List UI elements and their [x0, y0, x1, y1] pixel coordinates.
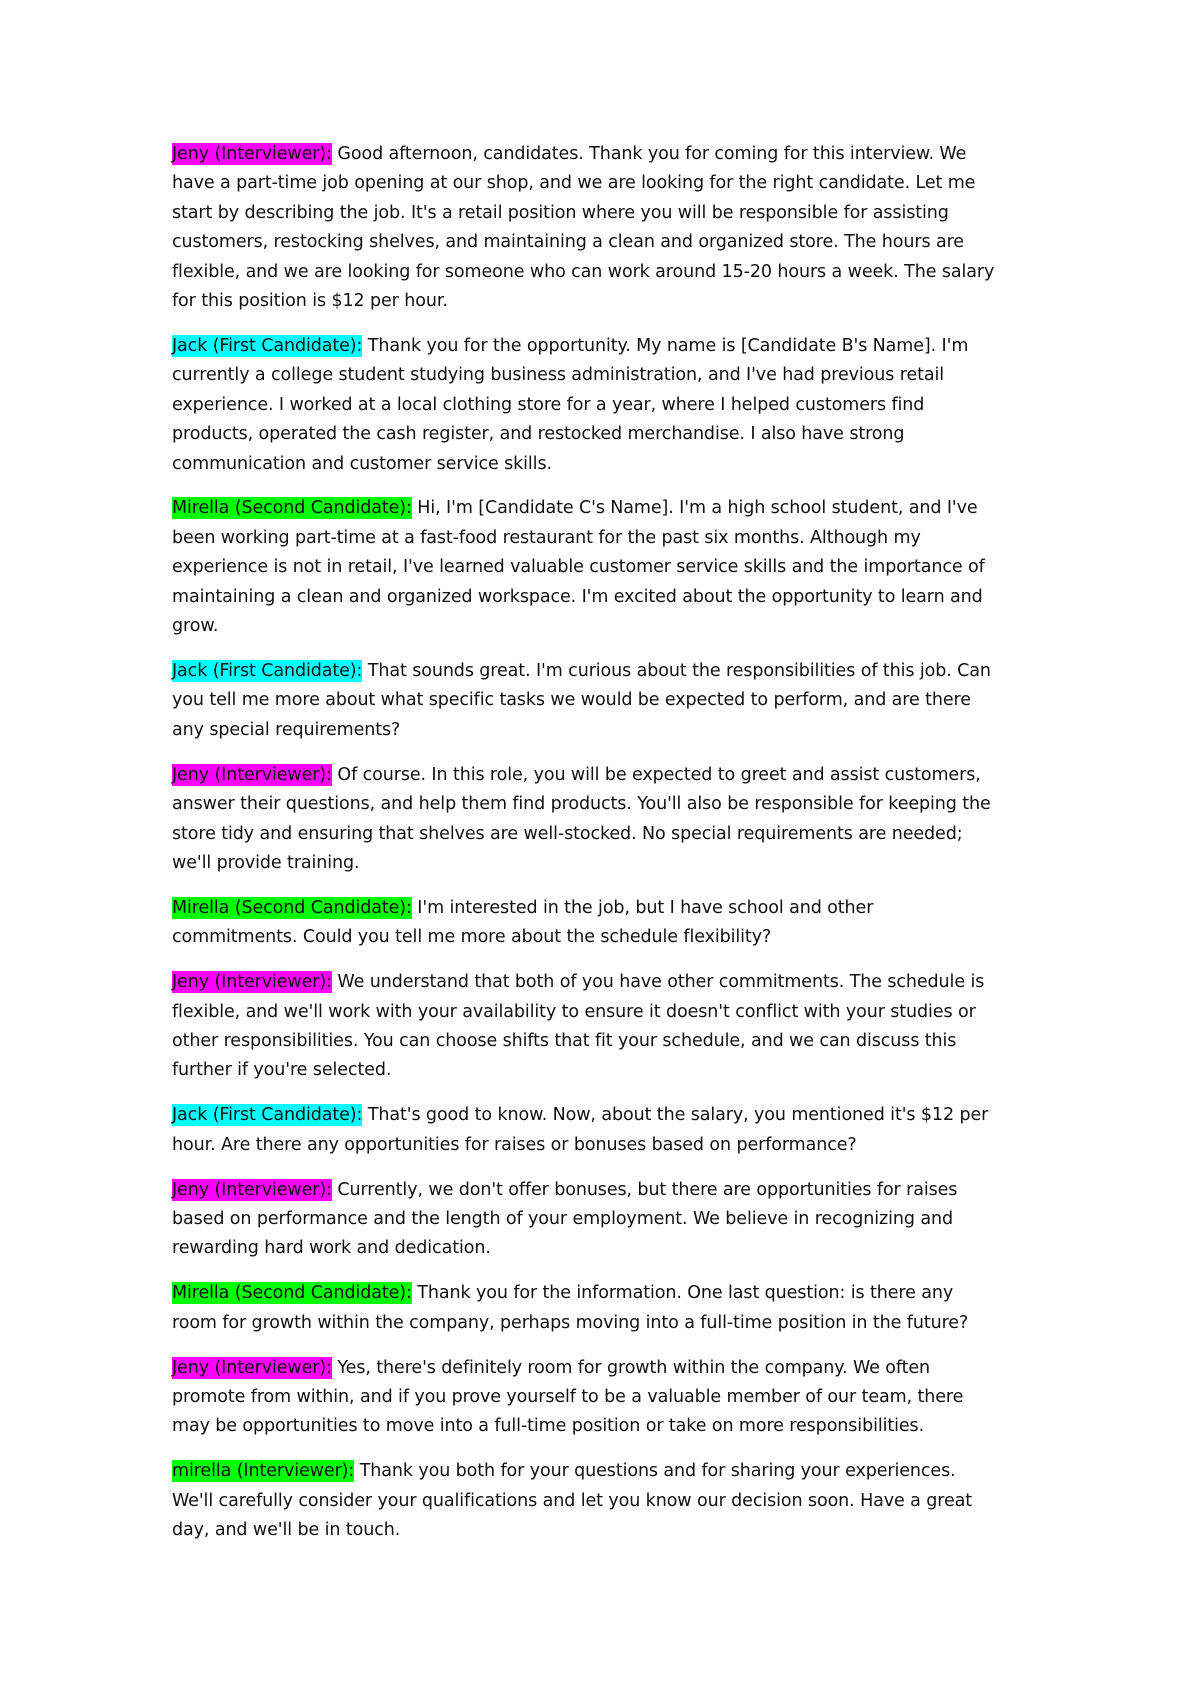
dialogue-paragraph	[172, 494, 1052, 641]
dialogue-text: may be opportunities to move into a full-time position or take on more responsibilities.	[172, 1416, 925, 1437]
dialogue-line	[172, 1412, 1052, 1441]
dialogue-text: maintaining a clean and organized workspace. I'm excited about the opportunity to learn and	[172, 586, 983, 607]
dialogue-text: answer their questions, and help them find products. You'll also be responsible for keeping the	[172, 794, 991, 815]
dialogue-text: Yes, there's definitely room for growth within the company. We often	[331, 1357, 931, 1378]
dialogue-text: promote from within, and if you prove yourself to be a valuable member of our team, there	[172, 1387, 964, 1408]
dialogue-text: room for growth within the company, perhaps moving into a full-time position in the future?	[172, 1312, 969, 1333]
dialogue-line	[172, 1101, 1052, 1130]
dialogue-text: hour. Are there any opportunities for raises or bonuses based on performance?	[172, 1134, 857, 1155]
dialogue-paragraph	[172, 140, 1052, 316]
speaker-label: Jack (First Candidate):	[172, 335, 363, 356]
dialogue-text: That sounds great. I'm curious about the responsibilities of this job. Can	[362, 661, 991, 681]
dialogue-text: I'm interested in the job, but I have school and other	[411, 897, 874, 918]
dialogue-line	[172, 1205, 1052, 1234]
dialogue-line	[172, 1234, 1052, 1263]
dialogue-text: products, operated the cash register, and restocked merchandise. I also have strong	[172, 424, 905, 445]
dialogue-line	[172, 1516, 1052, 1545]
dialogue-text: Of course. In this role, you will be expected to greet and assist customers,	[331, 764, 981, 785]
dialogue-text: That's good to know. Now, about the salary, you mentioned it's $12 per	[362, 1105, 989, 1126]
dialogue-line	[172, 228, 1052, 257]
dialogue-line	[172, 657, 1052, 686]
dialogue-text: Thank you for the information. One last question: is there any	[411, 1283, 954, 1304]
dialogue-line	[172, 820, 1052, 849]
dialogue-line	[172, 140, 1052, 169]
dialogue-line	[172, 553, 1052, 582]
speaker-label: Jeny (Interviewer):	[172, 972, 332, 993]
dialogue-text: start by describing the job. It's a retail position where you will be responsible for assisting	[172, 202, 949, 223]
dialogue-paragraph	[172, 332, 1052, 479]
dialogue-line	[172, 287, 1052, 316]
speaker-label: Jeny (Interviewer):	[172, 1357, 332, 1378]
dialogue-line	[172, 450, 1052, 479]
dialogue-text: we'll provide training.	[172, 852, 360, 873]
dialogue-line	[172, 1309, 1052, 1338]
dialogue-line	[172, 1457, 1052, 1486]
dialogue-text: day, and we'll be in touch.	[172, 1520, 401, 1541]
dialogue-line	[172, 612, 1052, 641]
dialogue-paragraph	[172, 968, 1052, 1086]
dialogue-line	[172, 361, 1052, 390]
dialogue-text: been working part-time at a fast-food restaurant for the past six months. Although my	[172, 527, 921, 548]
dialogue-text: We'll carefully consider your qualifications and let you know our decision soon. Have a great	[172, 1490, 973, 1511]
dialogue-text: currently a college student studying business administration, and I've had previous retail	[172, 365, 945, 386]
dialogue-line	[172, 790, 1052, 819]
speaker-label: Jack (First Candidate):	[172, 661, 363, 681]
dialogue-text: commitments. Could you tell me more about the schedule flexibility?	[172, 927, 772, 948]
dialogue-line	[172, 716, 1052, 745]
dialogue-line	[172, 1383, 1052, 1412]
dialogue-line	[172, 894, 1052, 923]
dialogue-line	[172, 1487, 1052, 1516]
dialogue-text: Good afternoon, candidates. Thank you for coming for this interview. We	[331, 144, 967, 164]
dialogue-line	[172, 391, 1052, 420]
dialogue-text: other responsibilities. You can choose shifts that fit your schedule, and we can discuss this	[172, 1030, 957, 1051]
dialogue-text: Hi, I'm [Candidate C's Name]. I'm a high school student, and I've	[411, 498, 978, 519]
dialogue-text: experience. I worked at a local clothing store for a year, where I helped customers find	[172, 394, 925, 415]
dialogue-paragraph	[172, 894, 1052, 953]
dialogue-paragraph	[172, 761, 1052, 879]
speaker-label: Jeny (Interviewer):	[172, 1179, 332, 1200]
dialogue-paragraph	[172, 657, 1052, 745]
speaker-label: Jeny (Interviewer):	[172, 764, 332, 785]
dialogue-text: Currently, we don't offer bonuses, but there are opportunities for raises	[331, 1179, 958, 1200]
dialogue-text: rewarding hard work and dedication.	[172, 1238, 491, 1259]
dialogue-text: for this position is $12 per hour.	[172, 291, 448, 312]
dialogue-line	[172, 998, 1052, 1027]
dialogue-line	[172, 199, 1052, 228]
dialogue-text: communication and customer service skills.	[172, 453, 552, 474]
dialogue-line	[172, 524, 1052, 553]
speaker-label: Mirella (Second Candidate):	[172, 1283, 412, 1304]
dialogue-text: grow.	[172, 616, 219, 637]
dialogue-text: flexible, and we'll work with your availability to ensure it doesn't conflict with your studies or	[172, 1001, 976, 1022]
dialogue-paragraph	[172, 1457, 1052, 1545]
dialogue-text: customers, restocking shelves, and maintaining a clean and organized store. The hours are	[172, 232, 964, 253]
dialogue-line	[172, 968, 1052, 997]
dialogue-line	[172, 1279, 1052, 1308]
dialogue-line	[172, 1056, 1052, 1085]
dialogue-line	[172, 583, 1052, 612]
speaker-label: Jeny (Interviewer):	[172, 144, 332, 164]
dialogue-text: have a part-time job opening at our shop, and we are looking for the right candidate. Let me	[172, 173, 976, 194]
speaker-label: mirella (Interviewer):	[172, 1461, 355, 1482]
dialogue-line	[172, 332, 1052, 361]
dialogue-paragraph	[172, 1176, 1052, 1264]
dialogue-line	[172, 420, 1052, 449]
dialogue-line	[172, 494, 1052, 523]
dialogue-paragraph	[172, 1279, 1052, 1338]
dialogue-text: further if you're selected.	[172, 1060, 392, 1081]
dialogue-line	[172, 686, 1052, 715]
dialogue-text: Thank you for the opportunity. My name is [Candidate B's Name]. I'm	[362, 335, 969, 356]
dialogue-text: experience is not in retail, I've learned valuable customer service skills and the importance of	[172, 557, 985, 578]
dialogue-line	[172, 1027, 1052, 1056]
dialogue-text: Thank you both for your questions and for sharing your experiences.	[354, 1461, 956, 1482]
dialogue-line	[172, 1354, 1052, 1383]
dialogue-text: We understand that both of you have other commitments. The schedule is	[331, 972, 985, 993]
dialogue-line	[172, 1176, 1052, 1205]
dialogue-paragraph	[172, 1354, 1052, 1442]
dialogue-text: any special requirements?	[172, 719, 401, 740]
dialogue-line	[172, 923, 1052, 952]
dialogue-text: store tidy and ensuring that shelves are well-stocked. No special requirements are needed;	[172, 823, 963, 844]
dialogue-line	[172, 169, 1052, 198]
dialogue-line	[172, 849, 1052, 878]
dialogue-paragraph	[172, 1101, 1052, 1160]
dialogue-line	[172, 761, 1052, 790]
dialogue-transcript	[172, 140, 1052, 1561]
speaker-label: Mirella (Second Candidate):	[172, 897, 412, 918]
speaker-label: Mirella (Second Candidate):	[172, 498, 412, 519]
dialogue-text: flexible, and we are looking for someone who can work around 15-20 hours a week. The salary	[172, 261, 995, 282]
speaker-label: Jack (First Candidate):	[172, 1105, 363, 1126]
dialogue-line	[172, 258, 1052, 287]
dialogue-line	[172, 1131, 1052, 1160]
dialogue-text: you tell me more about what specific tasks we would be expected to perform, and are there	[172, 690, 971, 711]
dialogue-text: based on performance and the length of your employment. We believe in recognizing and	[172, 1209, 953, 1229]
